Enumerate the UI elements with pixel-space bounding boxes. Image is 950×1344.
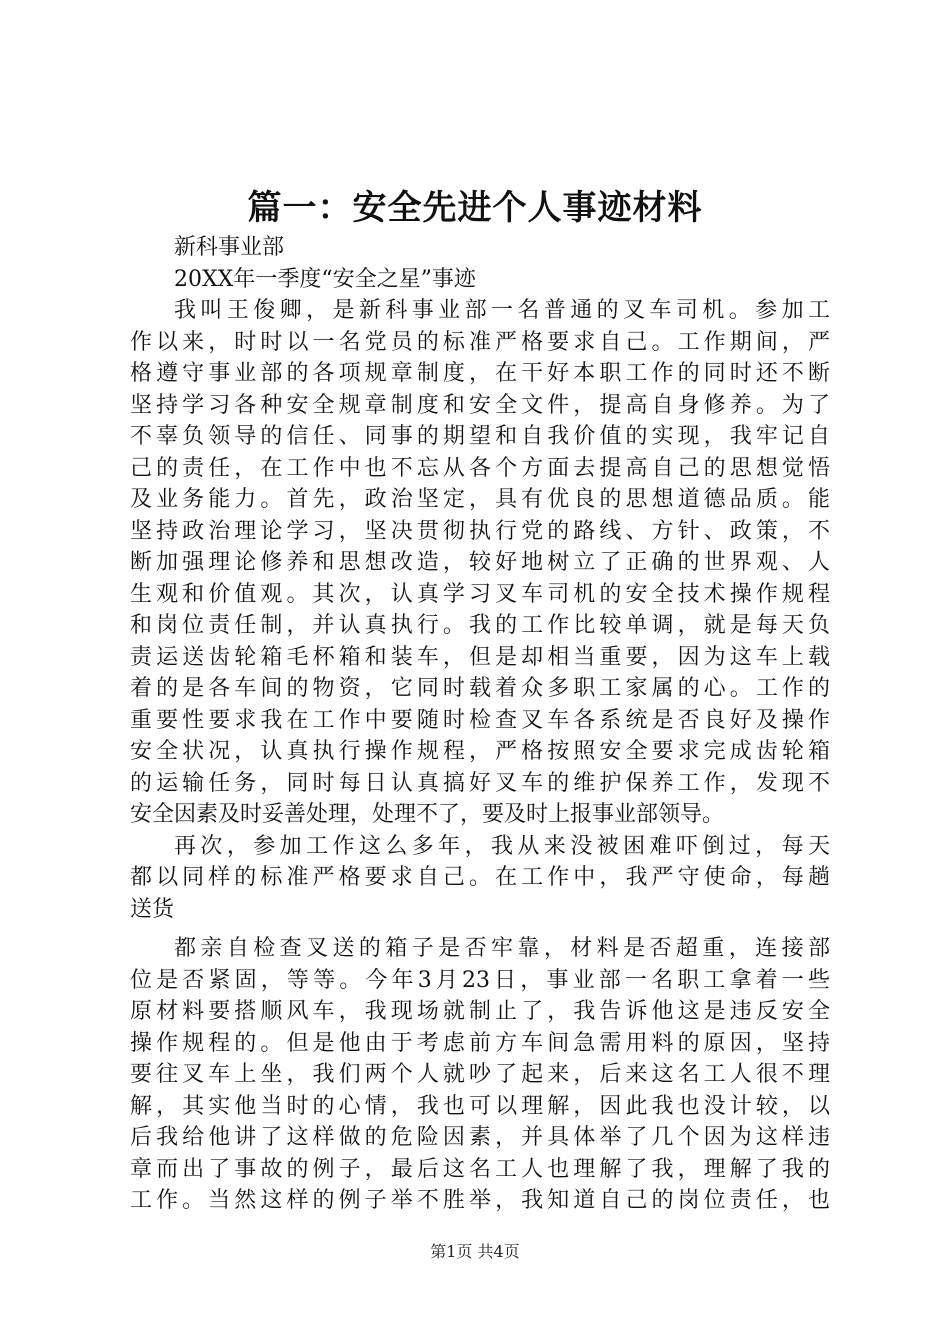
paragraph-line: 安全状况，认真执行操作规程，严格按照安全要求完成齿轮箱 <box>130 739 830 764</box>
paragraph-line: 安全因素及时妥善处理，处理不了，要及时上报事业部领导。 <box>130 802 725 827</box>
paragraph-line: 都以同样的标准严格要求自己。在工作中，我严守使命，每趟 <box>130 865 830 890</box>
paragraph-1 <box>130 295 830 831</box>
paragraph-line: 我叫王俊卿，是新科事业部一名普通的叉车司机。参加工 <box>174 298 830 323</box>
paragraph-line: 作以来，时时以一名党员的标准严格要求自己。工作期间，严 <box>130 329 830 355</box>
paragraph-line: 责运送齿轮箱毛杯箱和装车，但是却相当重要，因为这车上载 <box>130 644 830 670</box>
paragraph-line: 位是否紧固，等等。今年3月23日，事业部一名职工拿着一些 <box>130 967 830 993</box>
paragraph-line: 生观和价值观。其次，认真学习叉车司机的安全技术操作规程 <box>130 581 830 607</box>
paragraph-line: 工作。当然这样的例子举不胜举，我知道自己的岗位责任，也 <box>130 1188 830 1213</box>
paragraph-line: 断加强理论修养和思想改造，较好地树立了正确的世界观、人 <box>130 550 830 575</box>
paragraph-line: 坚持政治理论学习，坚决贯彻执行党的路线、方针、政策，不 <box>130 518 830 544</box>
subtitle-line: 20XX年一季度“安全之星”事迹 <box>174 266 476 292</box>
paragraph-3 <box>130 933 830 1217</box>
page-number-footer: 第1页 共4页 <box>430 1242 520 1261</box>
department-line: 新科事业部 <box>174 235 285 260</box>
paragraph-line: 重要性要求我在工作中要随时检查叉车各系统是否良好及操作 <box>130 707 830 733</box>
paragraph-line: 格遵守事业部的各项规章制度，在干好本职工作的同时还不断 <box>130 361 830 386</box>
paragraph-line: 操作规程的。但是他由于考虑前方车间急需用料的原因，坚持 <box>130 1030 830 1056</box>
paragraph-line: 都亲自检查叉送的箱子是否牢靠，材料是否超重，连接部 <box>174 936 830 961</box>
paragraph-line: 的运输任务，同时每日认真搞好叉车的维护保养工作，发现不 <box>130 770 830 796</box>
paragraph-line: 着的是各车间的物资，它同时载着众多职工家属的心。工作的 <box>130 676 830 701</box>
paragraph-line: 章而出了事故的例子，最后这名工人也理解了我，理解了我的 <box>130 1156 830 1182</box>
paragraph-2 <box>130 831 830 926</box>
paragraph-line: 要往叉车上坐，我们两个人就吵了起来，后来这名工人很不理 <box>130 1062 830 1087</box>
paragraph-line: 不辜负领导的信任、同事的期望和自我价值的实现，我牢记自 <box>130 424 830 449</box>
paragraph-line: 再次，参加工作这么多年，我从来没被困难吓倒过，每天 <box>174 833 830 859</box>
paragraph-line: 和岗位责任制，并认真执行。我的工作比较单调，就是每天负 <box>130 613 830 638</box>
document-title: 篇一：安全先进个人事迹材料 <box>247 188 703 228</box>
paragraph-line: 坚持学习各种安全规章制度和安全文件，提高自身修养。为了 <box>130 392 830 418</box>
paragraph-line: 送货 <box>130 896 175 922</box>
paragraph-line: 解，其实他当时的心情，我也可以理解，因此我也没计较，以 <box>130 1093 830 1119</box>
paragraph-line: 及业务能力。首先，政治坚定，具有优良的思想道德品质。能 <box>130 487 830 512</box>
paragraph-line: 己的责任，在工作中也不忘从各个方面去提高自己的思想觉悟 <box>130 455 830 481</box>
paragraph-line: 原材料要搭顺风车，我现场就制止了，我告诉他这是违反安全 <box>130 999 830 1024</box>
paragraph-gap <box>130 925 830 933</box>
paragraph-line: 后我给他讲了这样做的危险因素，并具体举了几个因为这样违 <box>130 1125 830 1150</box>
document-body <box>130 232 830 1217</box>
